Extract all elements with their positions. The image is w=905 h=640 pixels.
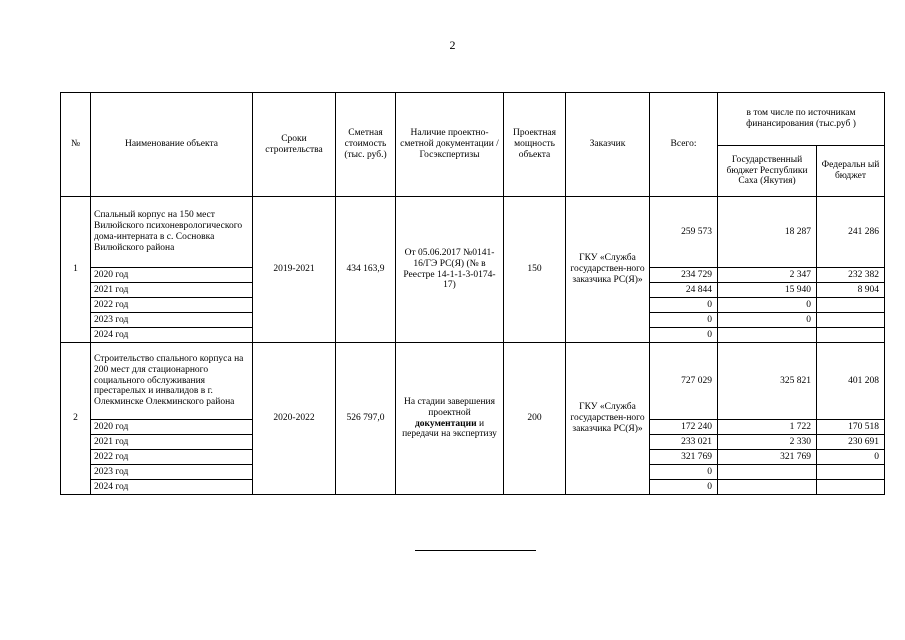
year-regional: 2 347 — [718, 268, 817, 283]
year-federal — [817, 328, 885, 343]
object-num: 2 — [61, 343, 91, 495]
year-label: 2020 год — [91, 268, 253, 283]
year-label: 2023 год — [91, 465, 253, 480]
header-sources: в том числе по источникам финансирования (тыс.руб ) — [718, 93, 885, 146]
year-regional: 1 722 — [718, 420, 817, 435]
page-number: 2 — [449, 38, 456, 52]
object-customer: ГКУ «Служба государствен-ного заказчика РС(Я)» — [566, 343, 650, 495]
year-label: 2023 год — [91, 313, 253, 328]
header-docs: Наличие проектно-сметной документации /Госэкспертизы — [396, 93, 504, 197]
object-regional: 18 287 — [718, 197, 817, 268]
object-total: 727 029 — [650, 343, 718, 420]
year-federal: 230 691 — [817, 435, 885, 450]
year-regional: 321 769 — [718, 450, 817, 465]
year-federal: 232 382 — [817, 268, 885, 283]
year-federal — [817, 465, 885, 480]
header-total: Всего: — [650, 93, 718, 197]
docs-text-part2: и передачи на экспертизу — [402, 418, 497, 440]
object-total: 259 573 — [650, 197, 718, 268]
year-label: 2022 год — [91, 298, 253, 313]
year-label: 2024 год — [91, 328, 253, 343]
object-docs — [396, 343, 504, 495]
year-label: 2021 год — [91, 435, 253, 450]
object-federal: 241 286 — [817, 197, 885, 268]
object-name: Спальный корпус на 150 мест Вилюйского психоневрологического дома-интерната в с. Сосновка Вилюйского района — [91, 197, 253, 268]
year-federal: 170 518 — [817, 420, 885, 435]
table-row — [61, 343, 885, 420]
year-total: 321 769 — [650, 450, 718, 465]
object-name: Строительство спального корпуса на 200 мест для стационарного социального обслуживания престарелых и инвалидов в г. Олекминске Олекминского района — [91, 343, 253, 420]
year-regional — [718, 328, 817, 343]
year-total: 234 729 — [650, 268, 718, 283]
year-total: 233 021 — [650, 435, 718, 450]
footer-separator-line — [415, 550, 536, 551]
object-docs: От 05.06.2017 №0141-16/ГЭ РС(Я) (№ в Реестре 14-1-1-3-0174-17) — [396, 197, 504, 343]
year-total: 0 — [650, 313, 718, 328]
year-total: 0 — [650, 465, 718, 480]
year-federal — [817, 298, 885, 313]
financing-table — [60, 92, 885, 495]
year-regional: 2 330 — [718, 435, 817, 450]
object-regional: 325 821 — [718, 343, 817, 420]
year-federal: 0 — [817, 450, 885, 465]
year-regional — [718, 480, 817, 495]
object-federal: 401 208 — [817, 343, 885, 420]
header-num: № — [61, 93, 91, 197]
object-capacity: 200 — [504, 343, 566, 495]
year-regional: 0 — [718, 298, 817, 313]
object-num: 1 — [61, 197, 91, 343]
header-name: Наименование объекта — [91, 93, 253, 197]
header-cost: Сметная стоимость (тыс. руб.) — [336, 93, 396, 197]
docs-text-part1: На стадии завершения проектной — [404, 396, 495, 418]
year-federal — [817, 480, 885, 495]
header-federal: Федеральн ый бюджет — [817, 146, 885, 197]
object-cost: 434 163,9 — [336, 197, 396, 343]
object-dates: 2020-2022 — [253, 343, 336, 495]
header-dates: Сроки строительства — [253, 93, 336, 197]
header-row — [61, 93, 885, 146]
year-total: 24 844 — [650, 283, 718, 298]
year-total: 0 — [650, 298, 718, 313]
table-row — [61, 197, 885, 268]
year-federal — [817, 313, 885, 328]
year-label: 2021 год — [91, 283, 253, 298]
header-regional: Государственный бюджет Республики Саха (Якутия) — [718, 146, 817, 197]
year-label: 2022 год — [91, 450, 253, 465]
year-total: 172 240 — [650, 420, 718, 435]
year-total: 0 — [650, 480, 718, 495]
object-capacity: 150 — [504, 197, 566, 343]
docs-text-bold: документации — [414, 418, 477, 429]
year-federal: 8 904 — [817, 283, 885, 298]
year-regional — [718, 465, 817, 480]
header-customer: Заказчик — [566, 93, 650, 197]
year-label: 2024 год — [91, 480, 253, 495]
object-cost: 526 797,0 — [336, 343, 396, 495]
object-customer: ГКУ «Служба государствен-ного заказчика РС(Я)» — [566, 197, 650, 343]
year-total: 0 — [650, 328, 718, 343]
year-regional: 15 940 — [718, 283, 817, 298]
object-dates: 2019-2021 — [253, 197, 336, 343]
year-label: 2020 год — [91, 420, 253, 435]
header-capacity: Проектная мощность объекта — [504, 93, 566, 197]
year-regional: 0 — [718, 313, 817, 328]
